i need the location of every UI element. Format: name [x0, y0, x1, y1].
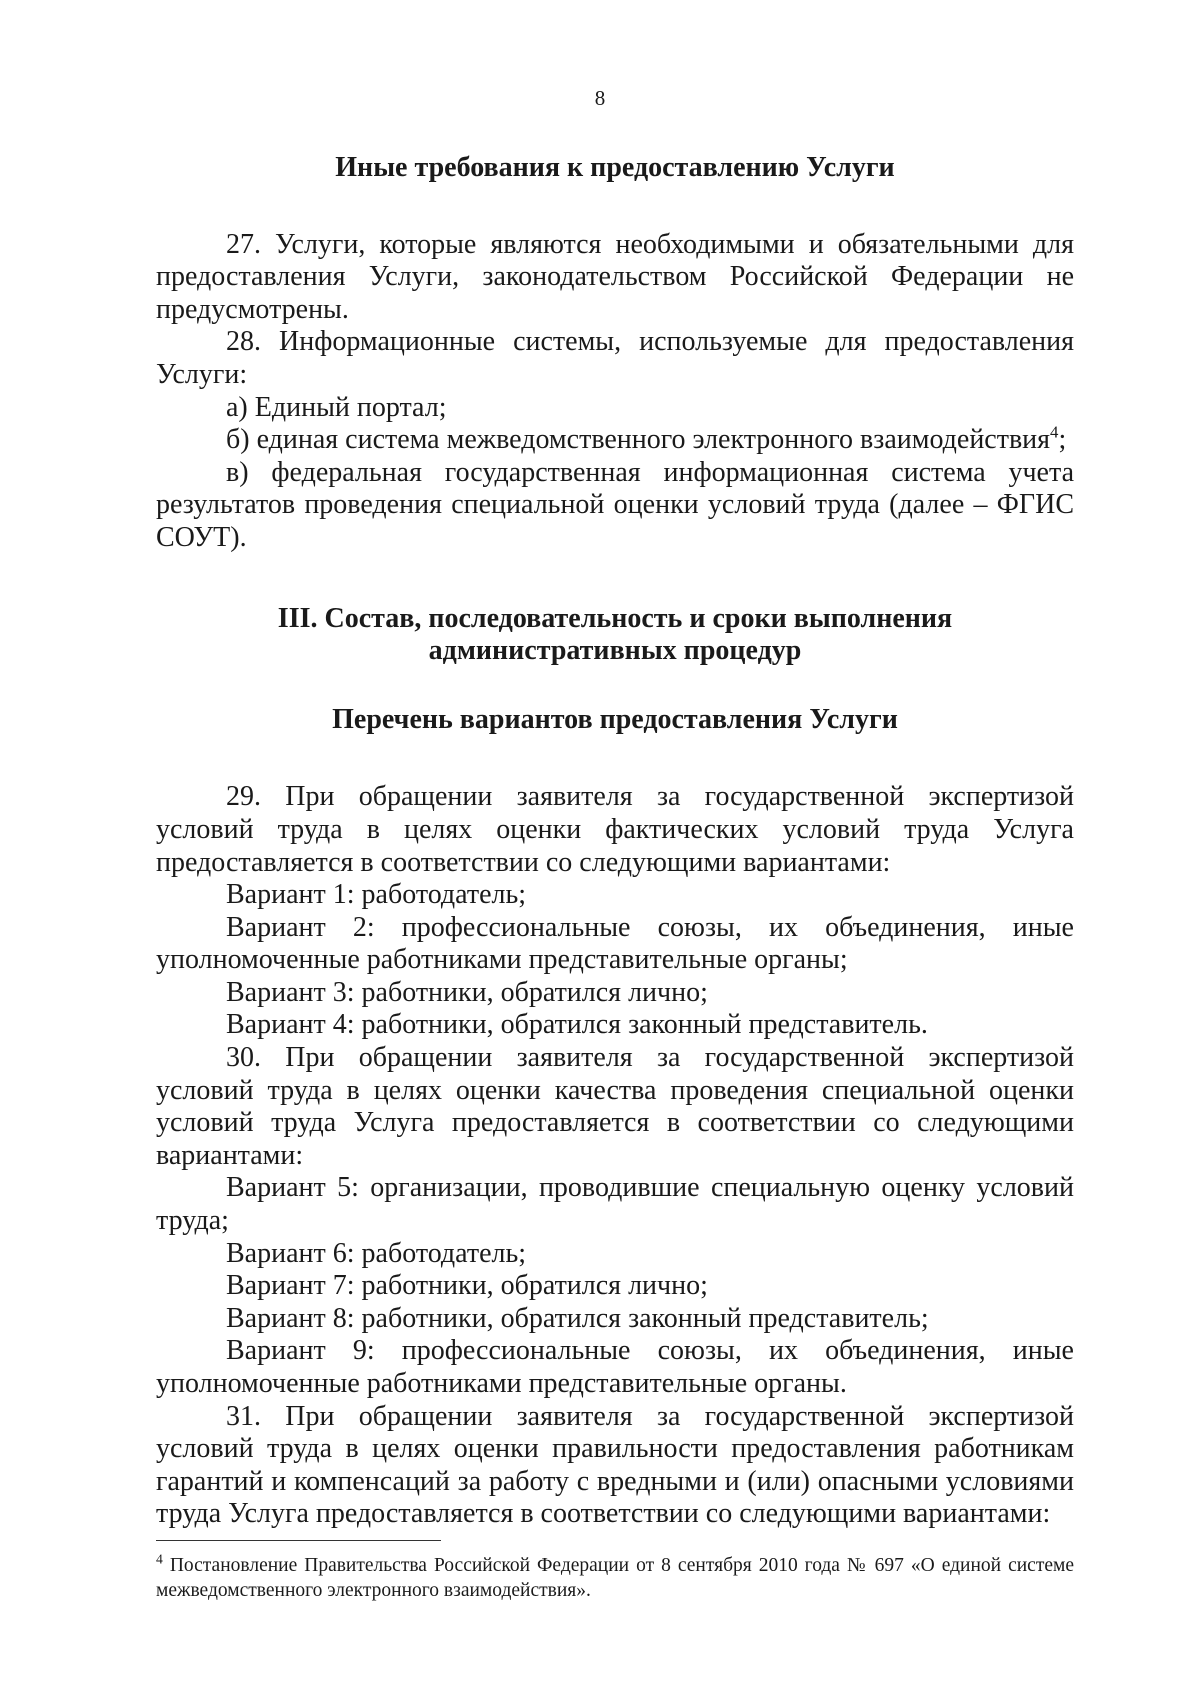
list-item-b-punct: ;: [1058, 424, 1067, 456]
variant-7: Вариант 7: работники, обратился лично;: [226, 1270, 708, 1302]
variant-2: Вариант 2: профессиональные союзы, их объединения, иные уполномоченные работниками представительные органы;: [156, 911, 1074, 976]
page-number: 8: [594, 86, 606, 110]
paragraph-27: 27. Услуги, которые являются необходимыми и обязательными для предоставления Услуги, законодательством Российской Федерации не предусмотрены.: [156, 228, 1074, 325]
section-heading-other-requirements: Иные требования к предоставлению Услуги: [335, 152, 895, 183]
footnote-separator: [156, 1540, 441, 1541]
subsection-heading-variants: Перечень вариантов предоставления Услуги: [332, 703, 898, 735]
list-item-c: в) федеральная государственная информационная система учета результатов проведения специальной оценки условий труда (далее – ФГИС СОУТ).: [156, 456, 1074, 553]
paragraph-29: 29. При обращении заявителя за государственной экспертизой условий труда в целях оценки фактических условий труда Услуга предоставляется в соответствии со следующими вариантами:: [156, 781, 1074, 878]
list-item-b: [156, 424, 1074, 457]
section-iii-heading: [156, 603, 1074, 668]
list-item-b-text: б) единая система межведомственного электронного взаимодействия: [226, 424, 1051, 456]
footnote-reference: 4: [1050, 422, 1059, 442]
variant-5: Вариант 5: организации, проводившие специальную оценку условий труда;: [156, 1172, 1074, 1237]
footnote-text: Постановление Правительства Российской Федерации от 8 сентября 2010 года № 697 «О единой системе межведомственного электронного взаимодействия».: [156, 1555, 1074, 1601]
list-item-a: а) Единый портал;: [226, 391, 447, 423]
section-iii-heading-text: III. Состав, последовательность и сроки выполнения административных процедур: [277, 602, 953, 667]
variant-1: Вариант 1: работодатель;: [226, 879, 527, 911]
footnote-number: 4: [156, 1551, 163, 1567]
paragraph-30: 30. При обращении заявителя за государственной экспертизой условий труда в целях оценки качества проведения специальной оценки условий труда Услуга предоставляется в соответствии со следующими вариантами:: [156, 1042, 1074, 1171]
variant-6: Вариант 6: работодатель;: [226, 1237, 527, 1269]
variant-9: Вариант 9: профессиональные союзы, их объединения, иные уполномоченные работниками представительные органы.: [156, 1335, 1074, 1399]
paragraph-28: 28. Информационные системы, используемые для предоставления Услуги:: [156, 326, 1074, 390]
variant-4: Вариант 4: работники, обратился законный представитель.: [226, 1009, 928, 1041]
document-body: [156, 152, 1074, 1531]
footnote-4: [156, 1553, 1074, 1603]
variant-3: Вариант 3: работники, обратился лично;: [226, 976, 708, 1008]
variant-8: Вариант 8: работники, обратился законный представитель;: [226, 1302, 929, 1334]
paragraph-31: 31. При обращении заявителя за государственной экспертизой условий труда в целях оценки правильности предоставления работникам гарантий и компенсаций за работу с вредными и (или) опасными условиями труда Услуга предоставляется в соответствии со следующими вариантами:: [156, 1400, 1074, 1530]
